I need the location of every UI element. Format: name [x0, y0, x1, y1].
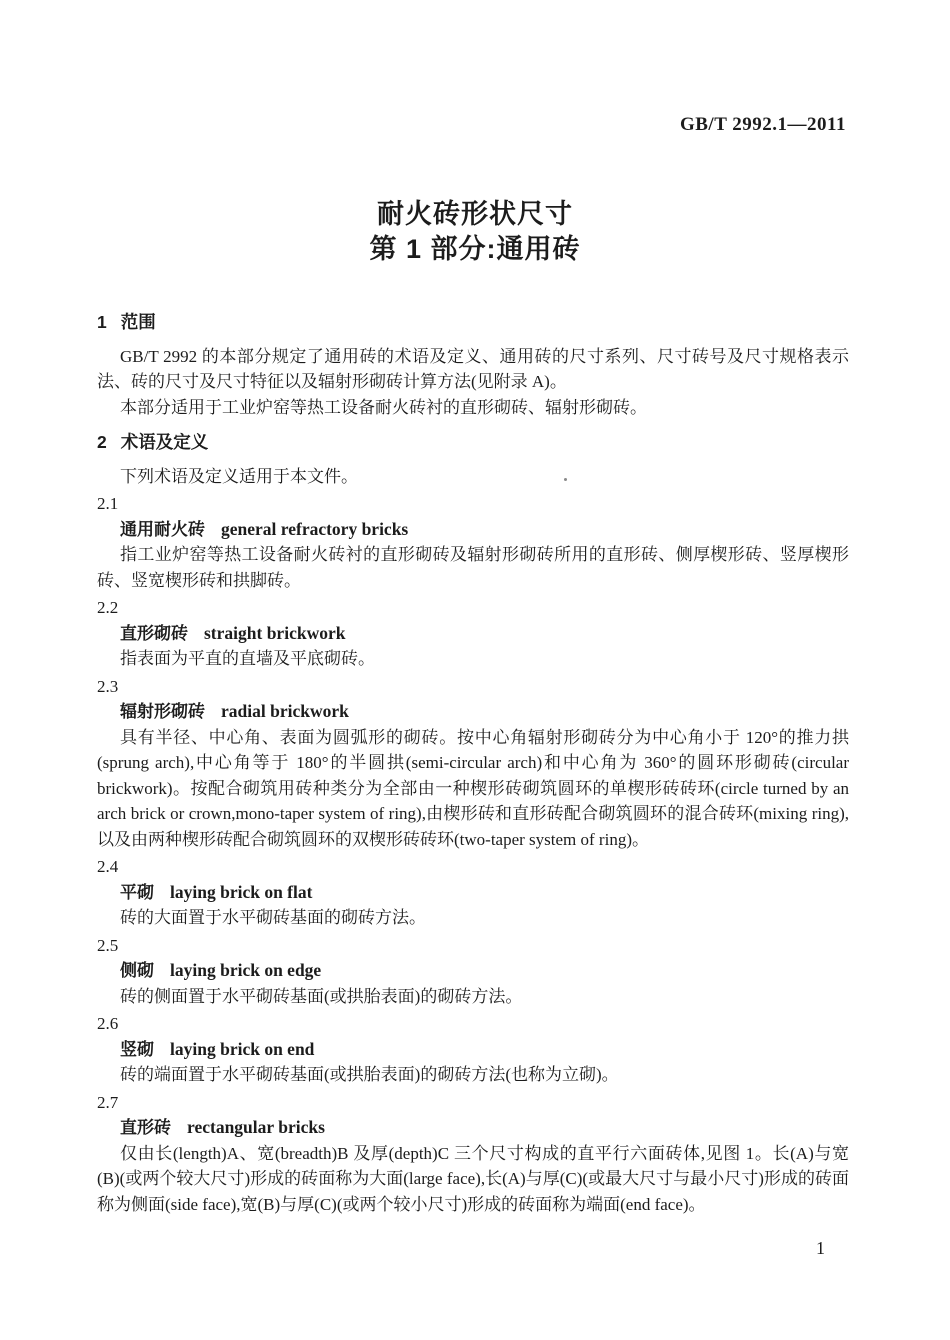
term-line — [97, 699, 849, 725]
term-line — [97, 517, 849, 543]
term-chinese: 侧砌 — [120, 961, 154, 980]
section-heading — [97, 310, 849, 336]
page-number: 1 — [816, 1238, 825, 1258]
term-chinese: 直形砌砖 — [120, 623, 188, 643]
term-line — [97, 958, 849, 984]
term-english: straight brickwork — [204, 622, 346, 643]
paragraph: 下列术语及定义适用于本文件。 — [120, 466, 358, 486]
term-chinese: 通用耐火砖 — [120, 519, 205, 539]
term-line — [97, 880, 849, 906]
paragraph: 仅由长(length)A、宽(breadth)B 及厚(depth)C 三个尺寸构成的直平行六面砖体,见图 1。长(A)与宽(B)(或两个较大尺寸)形成的砖面称为大面(large face),长(A)与厚(C)(或最大尺寸与最小尺寸)形成的砖面称为侧面(side face),宽(B)与厚(C)(或两个较小尺寸)形成的砖面称为端面(end face)。 — [97, 1143, 849, 1214]
document-title — [0, 197, 950, 267]
term-english: general refractory bricks — [221, 518, 409, 539]
term-chinese: 平砌 — [120, 882, 154, 902]
paragraph: 砖的端面置于水平砌砖基面(或拱胎表面)的砌砖方法(也称为立砌)。 — [120, 1065, 619, 1084]
term-english: laying brick on end — [170, 1038, 315, 1059]
section-number: 2 — [97, 432, 107, 452]
section-number: 1 — [97, 312, 107, 332]
paragraph: 砖的侧面置于水平砌砖基面(或拱胎表面)的砌砖方法。 — [120, 986, 523, 1006]
clause-number: 2.1 — [97, 494, 119, 513]
clause-number: 2.6 — [97, 1014, 119, 1033]
term-line — [97, 1115, 849, 1141]
term-english: rectangular bricks — [187, 1117, 325, 1137]
clause-number: 2.7 — [97, 1092, 119, 1112]
paragraph: 指表面为平直的直墙及平底砌砖。 — [120, 649, 375, 668]
term-chinese: 直形砖 — [120, 1118, 171, 1137]
term-english: radial brickwork — [221, 701, 349, 721]
section-title: 术语及定义 — [120, 432, 209, 452]
clause-number: 2.5 — [97, 935, 119, 955]
clause-number: 2.2 — [97, 598, 119, 617]
term-chinese: 竖砌 — [120, 1039, 154, 1059]
section-heading — [97, 430, 849, 456]
section-title: 范围 — [120, 312, 156, 332]
scan-artifact-dot — [564, 478, 567, 481]
paragraph: 具有半径、中心角、表面为圆弧形的砌砖。按中心角辐射形砌砖分为中心角小于 120°的推力拱(sprung arch),中心角等于 180°的半圆拱(semi-circular arch)和中心角为 360°的圆环形砌砖(circular brickwork)。按配合砌筑用砖种类分为全部由一种楔形砖砌筑圆环的单楔形砖砖环(circle turned by an arch brick or crown,mono-taper system of ring),由楔形砖和直形砖配合砌筑圆环的混合砖环(mixing ring),以及由两种楔形砖配合砌筑圆环的双楔形砖砖环(two-taper system of ring)。 — [97, 727, 849, 849]
term-line — [97, 1037, 849, 1063]
document-body — [97, 304, 849, 1217]
paragraph: 指工业炉窑等热工设备耐火砖衬的直形砌砖及辐射形砌砖所用的直形砖、侧厚楔形砖、竖厚楔形砖、竖宽楔形砖和拱脚砖。 — [97, 545, 849, 590]
term-line — [97, 621, 849, 647]
term-english: laying brick on flat — [170, 881, 313, 902]
paragraph: 砖的大面置于水平砌砖基面的砌砖方法。 — [120, 908, 426, 927]
term-english: laying brick on edge — [170, 960, 322, 980]
clause-number: 2.3 — [97, 676, 119, 696]
paragraph: 本部分适用于工业炉窑等热工设备耐火砖衬的直形砌砖、辐射形砌砖。 — [120, 397, 647, 417]
clause-number: 2.4 — [97, 857, 119, 876]
paragraph: GB/T 2992 的本部分规定了通用砖的术语及定义、通用砖的尺寸系列、尺寸砖号及尺寸规格表示法、砖的尺寸及尺寸特征以及辐射形砌砖计算方法(见附录 A)。 — [97, 346, 849, 391]
standard-code: GB/T 2992.1—2011 — [679, 114, 846, 135]
doc-title-line1: 耐火砖形状尺寸 — [377, 199, 573, 229]
doc-title-line2: 第 1 部分:通用砖 — [369, 234, 581, 264]
term-chinese: 辐射形砌砖 — [120, 702, 205, 721]
